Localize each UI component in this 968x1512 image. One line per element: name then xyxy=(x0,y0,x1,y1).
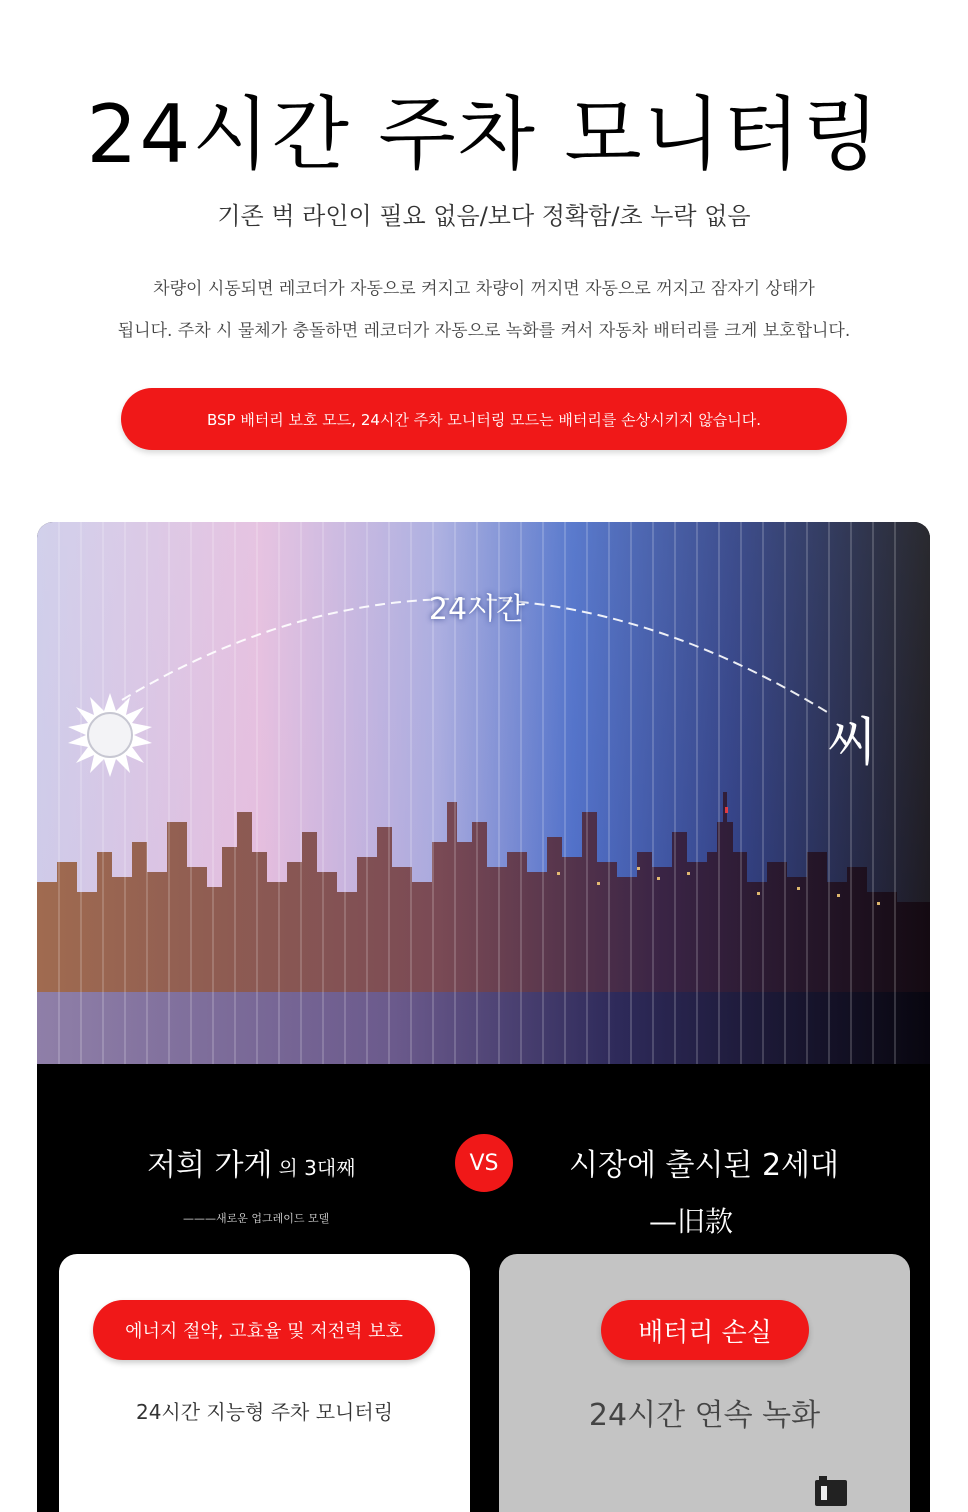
page-subtitle: 기존 벅 라인이 필요 없음/보다 정확함/초 누락 없음 xyxy=(217,202,751,230)
battery-loss-badge-text: 배터리 손실 xyxy=(638,1317,772,1348)
our-product-card xyxy=(59,1254,470,1512)
energy-saving-badge-text: 에너지 절약, 고효율 및 저전력 보호 xyxy=(125,1321,403,1342)
page-title: 24시간 주차 모니터링 xyxy=(86,88,882,181)
battery-notice-banner xyxy=(121,388,847,450)
battery-icon xyxy=(813,1476,849,1506)
our-product-heading xyxy=(147,1140,356,1184)
smart-monitoring-text: 24시간 지능형 주차 모니터링 xyxy=(135,1400,394,1424)
continuous-recording-text: 24시간 연속 녹화 xyxy=(588,1398,821,1433)
our-product-generation: 의 3대째 xyxy=(278,1156,356,1180)
our-product-name: 저희 가게 xyxy=(147,1148,273,1183)
arc-hours-label: 24시간 xyxy=(428,592,526,627)
description-line-1: 차량이 시동되면 레코더가 자동으로 켜지고 차량이 꺼지면 자동으로 꺼지고 잠자기 상태가 xyxy=(153,279,815,299)
battery-notice-text: BSP 배터리 보호 모드, 24시간 주차 모니터링 모드는 배터리를 손상시키지 않습니다. xyxy=(206,410,762,429)
competitor-card xyxy=(499,1254,910,1512)
energy-saving-badge xyxy=(93,1300,435,1360)
feature-panel xyxy=(37,522,930,1512)
battery-loss-badge xyxy=(601,1300,809,1360)
competitor-heading: 시장에 출시된 2세대 xyxy=(569,1148,839,1183)
vs-badge xyxy=(455,1134,513,1192)
night-label: 씨 xyxy=(827,713,878,773)
description-line-2: 됩니다. 주차 시 물체가 충돌하면 레코더가 자동으로 녹화를 켜서 자동차 배터리를 크게 보호합니다. xyxy=(117,321,851,341)
competitor-subtitle: —旧款 xyxy=(649,1205,734,1238)
our-product-subtitle: ———새로운 업그레이드 모델 xyxy=(183,1212,330,1225)
vs-text: VS xyxy=(469,1150,499,1176)
